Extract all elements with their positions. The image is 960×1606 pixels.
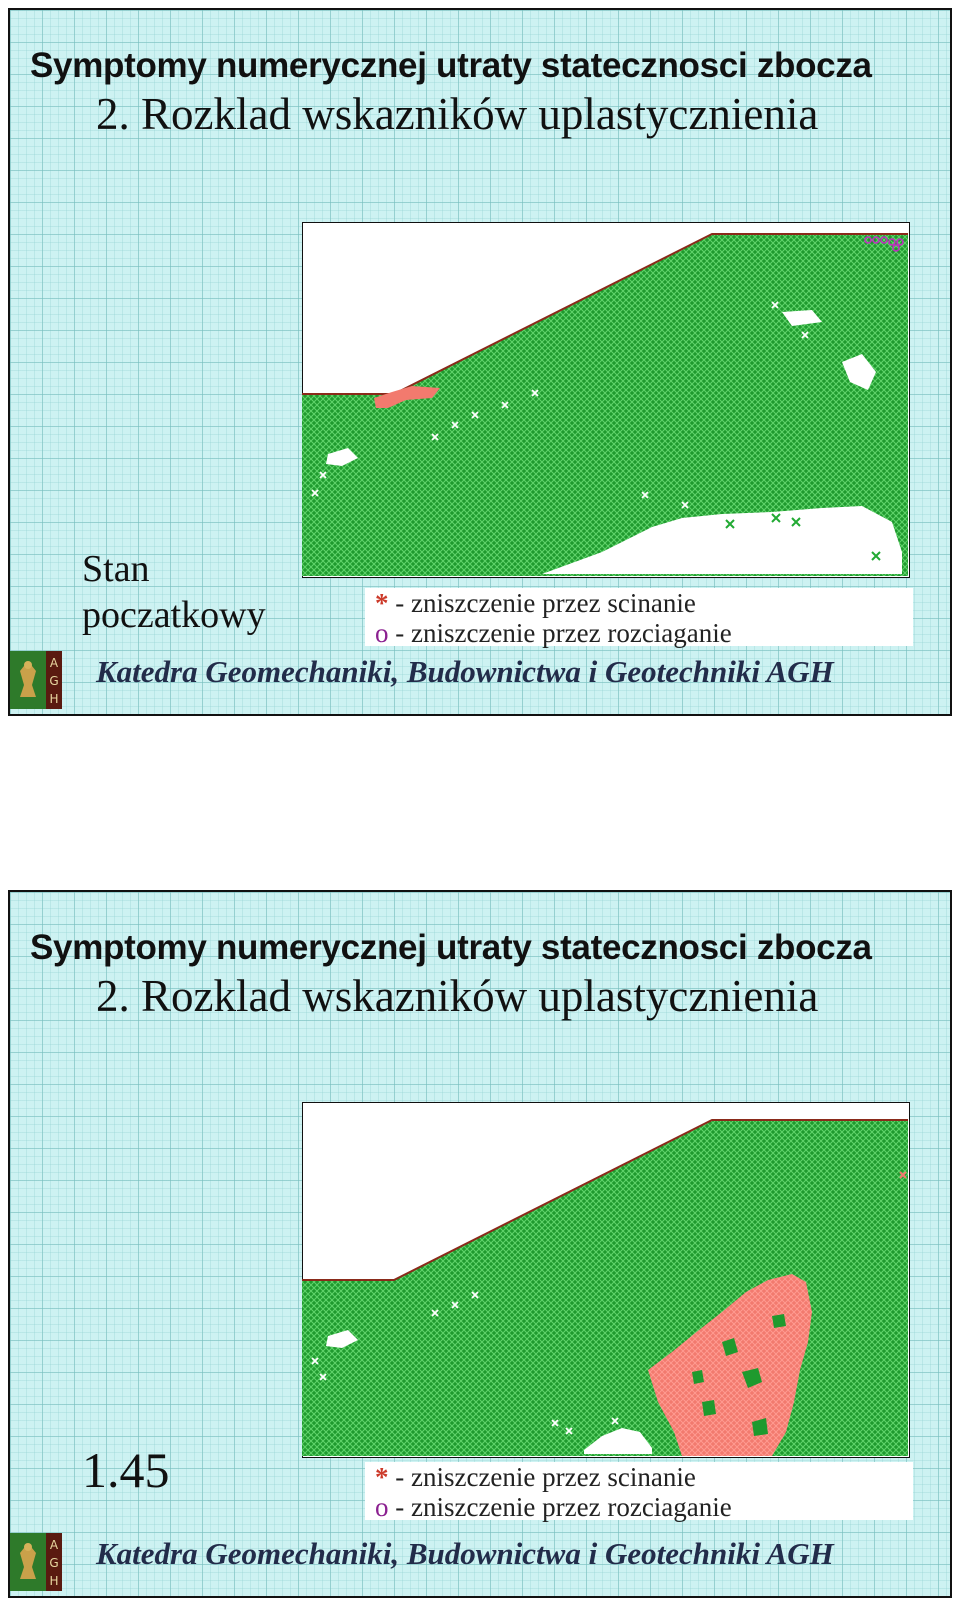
plasticity-plot [302,222,910,578]
legend [365,1462,913,1520]
svg-text:G: G [49,674,59,688]
legend-item-shear [365,588,913,618]
shear-symbol: * [375,1462,389,1492]
tension-symbol: o [375,618,389,648]
slide-factor-state [8,890,952,1598]
slide-title: Symptomy numerycznej utraty statecznosci zbocza [30,46,872,85]
footer: Katedra Geomechaniki, Budownictwa i Geotechniki AGH [96,1536,834,1571]
legend-text: - zniszczenie przez scinanie [388,1462,696,1492]
svg-text:A: A [49,1538,59,1552]
state-label: Stan poczatkowy [82,548,266,636]
slide-title: Symptomy numerycznej utraty statecznosci zbocza [30,928,872,967]
agh-logo [10,1533,62,1591]
shear-symbol: * [375,588,389,618]
legend-text: - zniszczenie przez scinanie [388,588,696,618]
svg-text:H: H [49,692,59,706]
plasticity-plot [302,1102,910,1458]
svg-text:A: A [49,656,59,670]
legend-text: - zniszczenie przez rozciaganie [388,618,732,648]
legend-item-tension [365,1492,913,1522]
slide-subtitle: 2. Rozklad wskazników uplastycznienia [96,971,819,1021]
legend-item-tension [365,618,913,648]
legend-text: - zniszczenie przez rozciaganie [388,1492,732,1522]
tension-symbol: o [375,1492,389,1522]
footer: Katedra Geomechaniki, Budownictwa i Geotechniki AGH [96,654,834,689]
svg-text:G: G [49,1556,59,1570]
svg-text:H: H [49,1574,59,1588]
legend-item-shear [365,1462,913,1492]
slide-subtitle: 2. Rozklad wskazników uplastycznienia [96,89,819,139]
slide-initial-state [8,8,952,716]
state-label: 1.45 [82,1442,170,1498]
agh-logo [10,651,62,709]
legend [365,588,913,646]
